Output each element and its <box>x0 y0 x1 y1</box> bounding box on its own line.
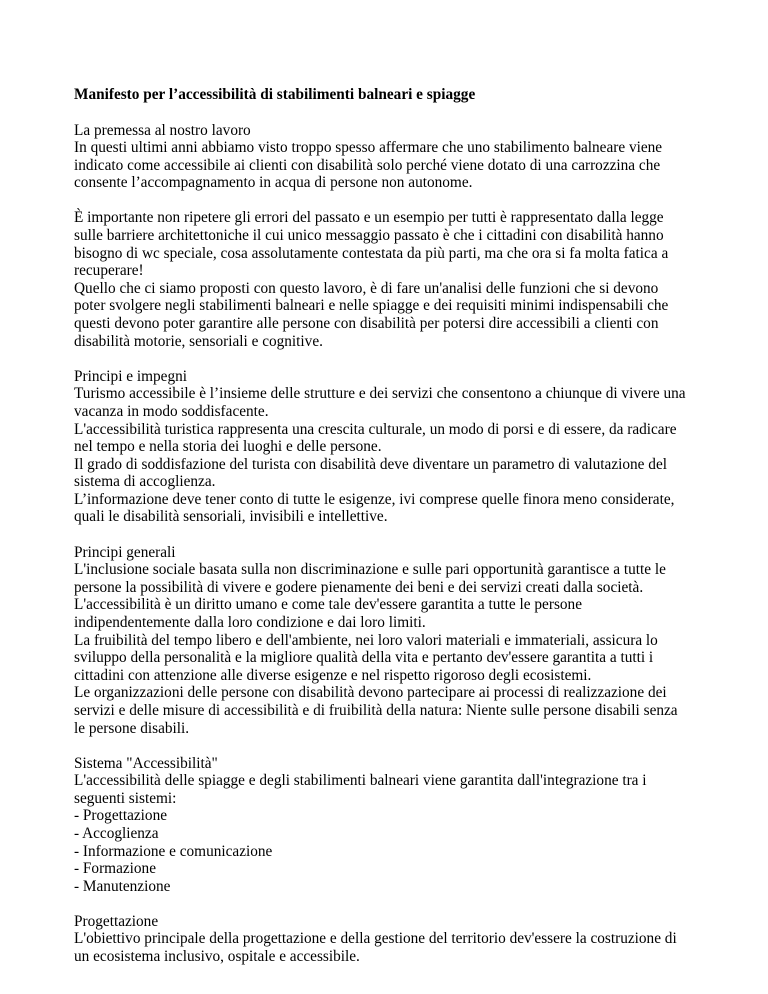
section-principi-generali <box>74 544 689 738</box>
paragraph-line: L'accessibilità delle spiagge e degli stabilimenti balneari viene garantita dall'integrazione tra i <box>74 772 647 790</box>
section-errori-passato <box>74 209 689 350</box>
paragraph-line: cittadini con attenzione alle diverse esigenze e nel rispetto rigoroso degli ecosistemi. <box>74 666 592 684</box>
document-page <box>74 86 689 983</box>
paragraph-line: recuperare! <box>74 262 144 280</box>
section-heading: Sistema "Accessibilità" <box>74 754 218 772</box>
paragraph-line: nel tempo e nella storia dei luoghi e delle persone. <box>74 438 382 456</box>
paragraph-line: vacanza in modo soddisfacente. <box>74 402 269 420</box>
list-item: - Accoglienza <box>74 824 159 842</box>
paragraph-line: L'inclusione sociale basata sulla non discriminazione e sulle pari opportunità garantisce a tutte le <box>74 561 666 579</box>
list-item: - Formazione <box>74 860 156 878</box>
paragraph-line: questi devono poter garantire alle persone con disabilità per potersi dire accessibili a clienti con <box>74 315 659 333</box>
list-item: - Progettazione <box>74 807 168 825</box>
section-premessa <box>74 122 689 192</box>
paragraph-line: sistema di accoglienza. <box>74 473 216 491</box>
paragraph-line: L’informazione deve tener conto di tutte le esigenze, ivi comprese quelle finora meno considerate, <box>74 490 675 508</box>
paragraph-line: È importante non ripetere gli errori del passato e un esempio per tutti è rappresentato dalla legge <box>74 209 664 227</box>
section-principi-impegni <box>74 368 689 526</box>
paragraph-line: sviluppo della personalità e la migliore qualità della vita e pertanto dev'essere garantita a tutti i <box>74 649 654 667</box>
paragraph-line: Il grado di soddisfazione del turista con disabilità deve diventare un parametro di valutazione del <box>74 455 667 473</box>
section-heading: Principi generali <box>74 543 176 561</box>
paragraph-line: Turismo accessibile è l’insieme delle strutture e dei servizi che consentono a chiunque di vivere una <box>74 385 686 403</box>
paragraph-line: indipendentemente dalla loro condizione e dai loro limiti. <box>74 613 426 631</box>
paragraph-line: L'obiettivo principale della progettazione e della gestione del territorio dev'essere la costruzione di <box>74 930 677 948</box>
paragraph-line: quali le disabilità sensoriali, invisibili e intellettive. <box>74 508 388 526</box>
paragraph-line: un ecosistema inclusivo, ospitale e accessibile. <box>74 948 360 966</box>
paragraph-line: Quello che ci siamo proposti con questo lavoro, è di fare un'analisi delle funzioni che si devono <box>74 279 659 297</box>
paragraph-line: seguenti sistemi: <box>74 789 177 807</box>
paragraph-line: In questi ultimi anni abbiamo visto troppo spesso affermare che uno stabilimento balneare viene <box>74 139 663 157</box>
paragraph-line: consente l’accompagnamento in acqua di persone non autonome. <box>74 174 473 192</box>
paragraph-line: indicato come accessibile ai clienti con disabilità solo perché viene dotato di una carrozzina che <box>74 156 661 174</box>
paragraph-line: sulle barriere architettoniche il cui unico messaggio passato è che i cittadini con disabilità hanno <box>74 227 664 245</box>
paragraph-line: La fruibilità del tempo libero e dell'ambiente, nei loro valori materiali e immateriali, assicura lo <box>74 631 658 649</box>
paragraph-line: le persone disabili. <box>74 719 190 737</box>
section-heading: Principi e impegni <box>74 367 188 385</box>
paragraph-line: Le organizzazioni delle persone con disabilità devono partecipare ai processi di realizzazione dei <box>74 684 667 702</box>
paragraph-line: bisogno di wc speciale, cosa assolutamente contestata da più parti, ma che ora si fa molta fatica a <box>74 244 669 262</box>
document-title: Manifesto per l’accessibilità di stabilimenti balneari e spiagge <box>74 86 476 103</box>
list-item: - Manutenzione <box>74 877 171 895</box>
list-item: - Informazione e comunicazione <box>74 842 273 860</box>
paragraph-line: poter svolgere negli stabilimenti balneari e nelle spiagge e dei requisiti minimi indispensabili che <box>74 297 669 315</box>
paragraph-line: L'accessibilità turistica rappresenta una crescita culturale, un modo di porsi e di essere, da radicare <box>74 420 677 438</box>
paragraph-line: persone la possibilità di vivere e godere pienamente dei beni e dei servizi creati dalla società. <box>74 578 644 596</box>
paragraph-line: disabilità motorie, sensoriali e cognitive. <box>74 332 323 350</box>
section-progettazione <box>74 913 689 966</box>
section-heading: Progettazione <box>74 912 159 930</box>
section-heading: La premessa al nostro lavoro <box>74 121 251 139</box>
section-sistema-accessibilita <box>74 755 689 896</box>
paragraph-line: servizi e delle misure di accessibilità e di fruibilità della natura: Niente sulle persone disabili senza <box>74 701 678 719</box>
paragraph-line: L'accessibilità è un diritto umano e come tale dev'essere garantita a tutte le persone <box>74 596 582 614</box>
